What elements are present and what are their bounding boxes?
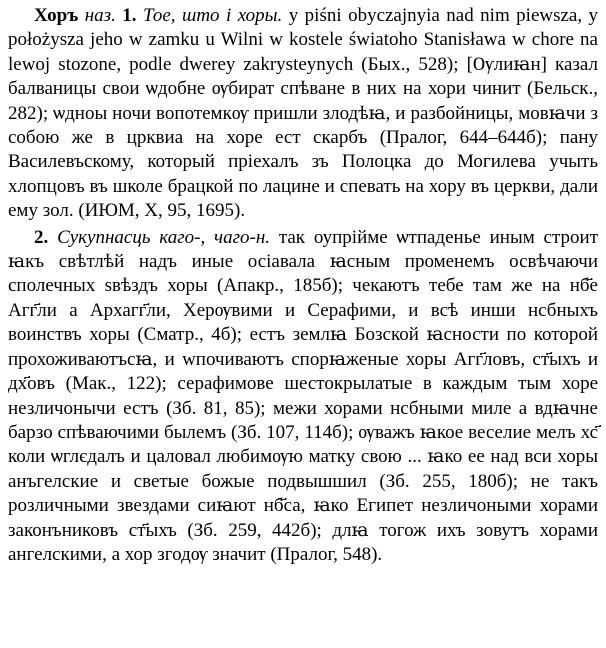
- sense-definition: Тое, што і хоры.: [142, 5, 283, 26]
- part-of-speech: наз.: [84, 5, 116, 26]
- sense-citations: у piśni obyczajnyia nad nim piewsza, y położyszа jeho w zamku u Wilni w kostele światoho Stanisława w chore na lewoj stozone, podle dwerey zakrysteynych (Бых., 528); [Ѹлиꙗн] казал балваницы свои ѡдобне ѹбират спѣване в них на хори чинит (Бельск., 282); ѡдноы ночи вопотемкѹ пришли злодѣꙗ, и разбойницы, мовꙗчи з собою же в црквиа на хоре ест скарбъ (Пралог, 644–644б); пану Василевъскому, который пріехалъ зъ Полоцка до Могилева учыть хлопцовъ въ школе брацкой по лацине и спевать на хору въ церкви, дали ему зол. (ИЮМ, X, 95, 1695).: [8, 5, 599, 222]
- sense-citations: так оупрійме ѡтпаденье иным строит ꙗкъ свѣтлѣй надъ иные осіавала ꙗсным променемъ освѣчаючи сполечных ѕвѣздъ хоры (Апакр., 185б); чекаютъ тебе там же на нб҃е Агг҃ли а Архагг҃ли, Херѹвими и Серафими, и всѣ инши нсбныхъ воинствъ хоры (Сматр., 4б); естъ землꙗ Бозской ꙗсности по которой прохоживаютъсꙗ, и wпочиваютъ спорꙗженые хоры Агг҃ловъ, ст҃ыхъ и дх҃овъ (Мак., 122); серафимове шестокрылатые в каждым тым хоре незличонычи естъ (Зб. 81, 85); межи хорами нсбными миле а вдꙗчне барзо спѣваючими былемъ (Зб. 107, 114б); ѹважъ ꙗкое веселие мелъ хс҃ коли ѡглєдалъ и цаловал любимѹю матку свою ... ꙗко ее над вси хоры анъгелские и светые божые подвышшил (Зб. 255, 180б); не такъ розличными звездами сиꙗют нб҃са, ꙗко Египет незличоными хорами законъниковъ ст҃ыхъ (Зб. 259, 442б); длꙗ тогож ихъ зовутъ хорами ангелскими, а хор згодѹ значит (Пралог, 548).: [8, 226, 598, 565]
- sense-2-paragraph: [8, 226, 598, 568]
- sense-number: 1.: [122, 5, 137, 26]
- headword: Хоръ: [34, 5, 79, 26]
- sense-definition: Сукупнасць каго-, чаго-н.: [57, 226, 271, 248]
- sense-1-paragraph: [8, 4, 598, 224]
- sense-number: 2.: [34, 226, 49, 248]
